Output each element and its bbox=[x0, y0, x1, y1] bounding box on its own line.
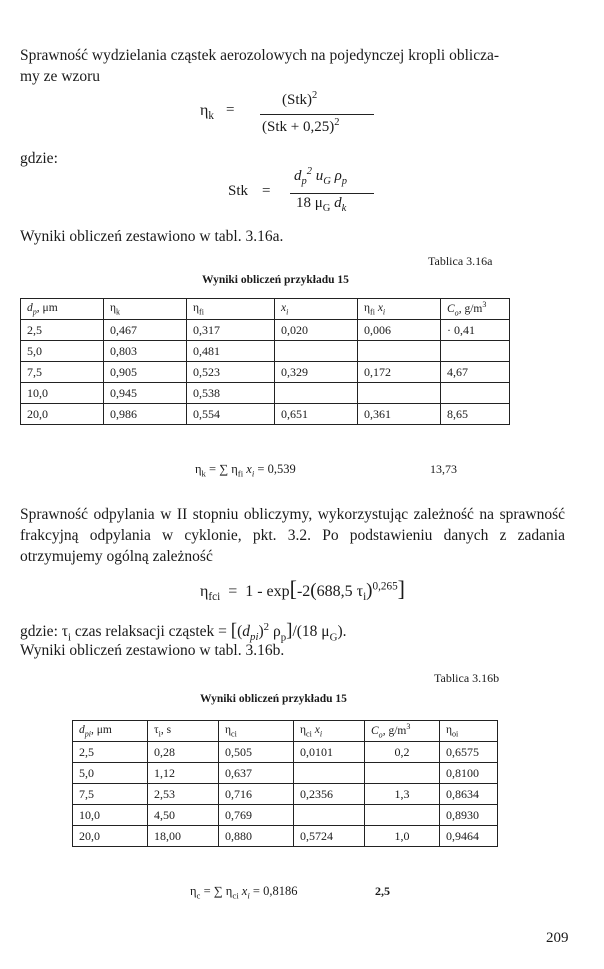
table-cell: 1,0 bbox=[365, 826, 440, 847]
table-cell bbox=[358, 341, 441, 362]
table-cell: 0,9464 bbox=[440, 826, 498, 847]
table-b-header: $\eta_{ci}$ bbox=[219, 721, 294, 742]
table-b-header: $d_{pi}$, μm bbox=[73, 721, 148, 742]
table-cell bbox=[275, 341, 358, 362]
formula2-numerator: $d_p^2$ $u_G$ $\rho_p$ bbox=[294, 166, 348, 187]
table-cell: 7,5 bbox=[21, 362, 104, 383]
formula-efficiency bbox=[200, 90, 400, 144]
table-cell: · 0,41 bbox=[441, 320, 510, 341]
table-cell: 20,0 bbox=[73, 826, 148, 847]
table-b-header-row bbox=[73, 721, 498, 742]
table-cell: 0,2356 bbox=[294, 784, 365, 805]
formula1-lhs: $\eta_k$ bbox=[200, 102, 214, 123]
table-cell: 0,329 bbox=[275, 362, 358, 383]
formula-stokes bbox=[228, 164, 428, 224]
table-row bbox=[73, 763, 498, 784]
table-cell: 20,0 bbox=[21, 404, 104, 425]
table-b-header: $C_o$, $g/m^3$ bbox=[365, 721, 440, 742]
table-cell: 2,5 bbox=[21, 320, 104, 341]
table-cell: 7,5 bbox=[73, 784, 148, 805]
gdzie-label-1: gdzie: bbox=[20, 150, 58, 167]
table-row bbox=[21, 404, 510, 425]
table-cell: 0,8634 bbox=[440, 784, 498, 805]
table-cell: 0,637 bbox=[219, 763, 294, 784]
formula1-fraction-bar bbox=[260, 114, 374, 115]
table-cell: 0,2 bbox=[365, 742, 440, 763]
table-cell: 10,0 bbox=[21, 383, 104, 404]
table-cell: 0,6575 bbox=[440, 742, 498, 763]
table-a-sum-extra: 13,73 bbox=[430, 462, 457, 476]
table-cell: 0,5724 bbox=[294, 826, 365, 847]
table-cell: 0,651 bbox=[275, 404, 358, 425]
table-row bbox=[73, 826, 498, 847]
table-a-header: $\eta_{fi}$ $x_i$ bbox=[358, 299, 441, 320]
paragraph-2: Sprawność odpylania w II stopniu obliczymy, wykorzystując zależność na sprawność frakcyjną odpylania w cyklonie, pkt. 3.2. Po podstawieniu danych z zadania otrzymujemy ogólną zależność bbox=[20, 506, 565, 565]
table-b-label: Tablica 3.16b bbox=[434, 671, 500, 685]
table-cell: 18,00 bbox=[148, 826, 219, 847]
table-cell: 10,0 bbox=[73, 805, 148, 826]
table-a-header: $d_p$, μm bbox=[21, 299, 104, 320]
table-cell: 0,986 bbox=[104, 404, 187, 425]
table-cell: 0,8100 bbox=[440, 763, 498, 784]
table-b-header: $\eta_{oi}$ bbox=[440, 721, 498, 742]
table-cell: 0,505 bbox=[219, 742, 294, 763]
results-b-intro: Wyniki obliczeń zestawiono w tabl. 3.16b. bbox=[20, 642, 285, 659]
table-row bbox=[21, 362, 510, 383]
table-cell bbox=[358, 383, 441, 404]
intro-text-line1: Sprawność wydzielania cząstek aerozolowych na pojedynczej kropli oblicza- bbox=[20, 47, 500, 64]
table-row bbox=[21, 320, 510, 341]
formula-fractional-efficiency: $\eta_{fci} = 1 - \exp[-2(688,5$ $\tau_i)^{0,265}$] bbox=[200, 576, 405, 604]
table-a bbox=[20, 298, 510, 425]
table-cell: 5,0 bbox=[73, 763, 148, 784]
table-row bbox=[73, 742, 498, 763]
table-cell bbox=[294, 763, 365, 784]
table-cell: 0,006 bbox=[358, 320, 441, 341]
table-cell bbox=[365, 805, 440, 826]
formula1-denominator: (Stk + 0,25)$^2$ bbox=[262, 117, 340, 135]
table-cell: 4,50 bbox=[148, 805, 219, 826]
table-a-title: Wyniki obliczeń przykładu 15 bbox=[202, 274, 349, 286]
table-row bbox=[73, 805, 498, 826]
table-cell: 0,28 bbox=[148, 742, 219, 763]
table-cell: 1,3 bbox=[365, 784, 440, 805]
formula1-numerator: (Stk)$^2$ bbox=[282, 90, 318, 108]
table-b-header: $\eta_{ci}$ $x_i$ bbox=[294, 721, 365, 742]
gdzie-relaxation: gdzie: $\tau_i$ czas relaksacji cząstek = [$(d_{pi})^2$ $\rho_p]/(18$ $\mu_G$). bbox=[20, 620, 347, 644]
table-b-sum-extra: 2,5 bbox=[375, 884, 390, 898]
table-cell: 2,5 bbox=[73, 742, 148, 763]
results-a-intro: Wyniki obliczeń zestawiono w tabl. 3.16a. bbox=[20, 228, 284, 245]
table-cell: 0,716 bbox=[219, 784, 294, 805]
table-cell: 0,523 bbox=[187, 362, 275, 383]
table-a-header-row bbox=[21, 299, 510, 320]
table-cell: 0,481 bbox=[187, 341, 275, 362]
table-row bbox=[73, 784, 498, 805]
table-cell: 8,65 bbox=[441, 404, 510, 425]
table-cell: 4,67 bbox=[441, 362, 510, 383]
table-a-header: $\eta_k$ bbox=[104, 299, 187, 320]
formula2-lhs: Stk bbox=[228, 183, 249, 199]
table-cell bbox=[294, 805, 365, 826]
table-cell: 1,12 bbox=[148, 763, 219, 784]
formula2-denominator: 18 $\mu_G$ $d_k$ bbox=[296, 195, 347, 214]
table-a-label: Tablica 3.16a bbox=[428, 254, 493, 268]
table-cell: 0,172 bbox=[358, 362, 441, 383]
table-b-header: $\tau_i$, s bbox=[148, 721, 219, 742]
table-cell: 0,361 bbox=[358, 404, 441, 425]
table-cell: 0,020 bbox=[275, 320, 358, 341]
table-cell bbox=[441, 383, 510, 404]
table-a-header: $x_i$ bbox=[275, 299, 358, 320]
page-number: 209 bbox=[546, 930, 569, 946]
table-cell: 0,803 bbox=[104, 341, 187, 362]
table-cell bbox=[365, 763, 440, 784]
table-a-header: $C_o$, $g/m^3$ bbox=[441, 299, 510, 320]
intro-paragraph bbox=[20, 45, 568, 87]
table-cell: 0,467 bbox=[104, 320, 187, 341]
table-cell: 0,8930 bbox=[440, 805, 498, 826]
table-cell: 0,554 bbox=[187, 404, 275, 425]
table-cell bbox=[441, 341, 510, 362]
table-cell: 0,538 bbox=[187, 383, 275, 404]
table-cell: 0,905 bbox=[104, 362, 187, 383]
intro-text-line2: my ze wzoru bbox=[20, 68, 101, 85]
table-b-sum-formula: $\eta_c$ = ∑ $\eta_{ci}$ $x_i = 0,8186$ bbox=[190, 884, 298, 901]
table-a-sum-formula: $\eta_k$ = ∑ $\eta_{fi}$ $x_i = 0,539$ bbox=[195, 462, 296, 479]
table-row bbox=[21, 383, 510, 404]
formula2-fraction-bar bbox=[290, 193, 374, 194]
table-cell: 0,880 bbox=[219, 826, 294, 847]
table-cell: 5,0 bbox=[21, 341, 104, 362]
table-cell bbox=[275, 383, 358, 404]
table-b-title: Wyniki obliczeń przykładu 15 bbox=[200, 693, 347, 705]
table-b bbox=[72, 720, 498, 847]
formula1-eq: = bbox=[226, 102, 235, 118]
formula2-eq: = bbox=[262, 183, 271, 199]
table-cell: 0,0101 bbox=[294, 742, 365, 763]
table-row bbox=[21, 341, 510, 362]
table-cell: 0,945 bbox=[104, 383, 187, 404]
table-cell: 0,769 bbox=[219, 805, 294, 826]
table-a-header: $\eta_{fi}$ bbox=[187, 299, 275, 320]
table-cell: 2,53 bbox=[148, 784, 219, 805]
table-cell: 0,317 bbox=[187, 320, 275, 341]
